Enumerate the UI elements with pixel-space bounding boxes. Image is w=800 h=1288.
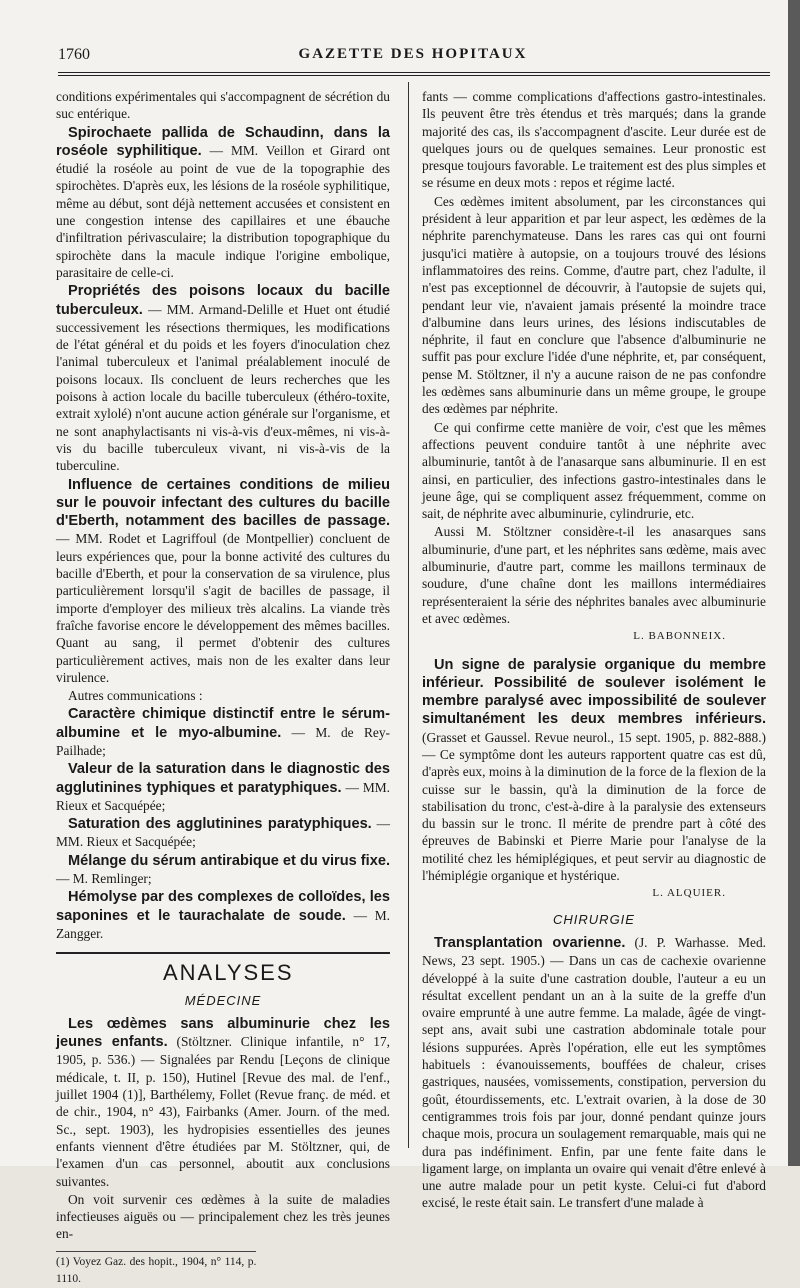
header-rule: [58, 72, 770, 73]
page-number: 1760: [58, 46, 90, 63]
paragraph: Autres communications :: [68, 688, 203, 704]
journal-title: GAZETTE DES HOPITAUX: [298, 46, 528, 62]
article-eberth: Influence de certaines conditions de milieu sur le pouvoir infectant des cultures du bacille d'Eberth, notamment des bacilles de passage. — MM. Rodet et Lagriffoul (de Montpellier) concluent de leurs expériences que, pour la bonne activité des cultures du bacille d'Eberth, et pour la conservation de sa virulence, plus particulièrement lorsqu'il s'agit de bacilles de passage, il importe d'employer des milieux très alcalins. La viande très fraîche favorise encore le développement des mêmes bacilles. Quant au sang, il permet d'obtenir des cultures particulièrement actives, mais non de les exalter dans leur virulence.: [56, 476, 390, 685]
communication: Saturation des agglutinines paratyphiques. — MM. Rieux et Sacquépée;: [56, 816, 390, 850]
signature-alquier: L. ALQUIER.: [652, 887, 726, 900]
header-rule-2: [58, 75, 770, 76]
article-transplantation: Transplantation ovarienne. (J. P. Warhasse. Med. News, 23 sept. 1905.) — Dans un cas de cachexie ovarienne développé à la suite d'une castration double, l'auteur a eu un résultat excellent pendant un an à la suite de la greffe d'un ovaire emprunté à une autre femme. La malade, âgée de vingt-sept ans, avait subi une castration abdominale totale pour lésions suppurées. Après l'opération, elle eut les symptômes habituels : évanouissements, bouffées de chaleur, crises gastriques, nausées, vomissements, constipation, perversion du goût, étourdissements, etc. L'extrait ovarien, à la dose de 30 centigrammes trois fois par jour, donné pendant quinze jours chaque mois, procura un soulagement remarquable, mais qui ne dura pas indéfiniment. Enfin, par une fente faite dans le ligament large, on implanta un ovaire qui venait d'être enlevé à une autre malade pour un petit kyste. Celui-ci fut d'abord excisé, le reste était sain. Le transfert d'une malade à: [422, 934, 766, 1211]
footnote: (1) Voyez Gaz. des hopit., 1904, n° 114, p. 1110.: [56, 1251, 256, 1288]
subsection-chirurgie: CHIRURGIE: [553, 911, 635, 927]
page-header: [58, 46, 768, 68]
article-poisons: Propriétés des poisons locaux du bacille tuberculeux. — MM. Armand-Delille et Huet ont étudié successivement les résections thermiques, les modifications de l'état général et du poids et les foyers d'inoculation chez l'animal tuberculeux et l'animal préalablement inoculé de poisons locaux. Ils concluent de leurs recherches que les poisons à action locale du bacille tuberculeux (éthéro-toxite, extrait xylolé) n'ont aucune action générale sur l'organisme, et ne sont anaphylactisants ni vis-à-vis d'eux-mêmes, ni vis-à-vis du bacille tuberculeux vivant, ni vis-à-vis de la tuberculine.: [56, 283, 390, 474]
article-paralysie: Un signe de paralysie organique du membre inférieur. Possibilité de soulever isolément le membre paralysé avec impossibilité de soulever simultanément les deux membres inférieurs. (Grasset et Gaussel. Revue neurol., 15 sept. 1905, p. 882-888.) — Ce symptôme dont les auteurs rapportent quatre cas est dû, d'après eux, moins à la diminution de la force de la flexion de la cuisse sur le bassin, qu'à la diminution de la force de stabilisation du tronc, c'est-à-dire à la paralysie des extenseurs du bassin sur le tronc. Il mérite de prendre part à côté des épreuves de Babinski et Pierre Marie pour l'analyse de la motilité chez les hémiplégiques, et peut servir au diagnostic de l'hémiplégie organique et hystérique.: [422, 656, 766, 884]
article-spirochaete: Spirochaete pallida de Schaudinn, dans la roséole syphilitique. — MM. Veillon et Girard ont étudié la roséole au point de vue de la topographie des spirochètes. D'après eux, les lésions de la roséole syphilitique, même au début, sont déjà nettement accusées et consistent en une congestion intense des capillaires et une ébauche d'infiltration périvasculaire; la distribution topographique du spirochète dans la macule indique l'origine embolique, parasitaire de celle-ci.: [56, 124, 390, 280]
communication: Mélange du sérum antirabique et du virus fixe. — M. Remlinger;: [56, 852, 390, 887]
subsection-medecine: MÉDECINE: [184, 992, 262, 1008]
article-oedemes: Les œdèmes sans albuminurie chez les jeunes enfants. (Stöltzner. Clinique infantile, n° 17, 1905, p. 536.) — Signalées par Rendu [Leçons de clinique médicale, t. II, p. 150), Hutinel [Revue des mal. de l'enf., juillet 1904 (1)], Barthélemy, Follet (Revue franç. de méd. et de chir., 1904, n° 43), Fairbanks (Amer. Journ. of the med. Sc., sept. 1903), les hydropisies essentielles des jeunes enfants viennent d'être étudiées par M. Stöltzner, qui, de l'examen d'un cas personnel, aboutit aux conclusions suivantes.: [56, 1015, 390, 1189]
analyses-rule: [56, 952, 390, 954]
column-divider: [408, 82, 409, 1148]
paragraph: conditions expérimentales qui s'accompagnent de sécrétion du suc entérique.: [56, 89, 390, 122]
paragraph: Ces œdèmes imitent absolument, par les circonstances qui président à leur apparition et par leur aspect, les œdèmes de la néphrite parenchymateuse. Dans les rares cas qui ont fourni jusqu'ici matière à autopsie, on a toujours trouvé des lésions inflammatoires des reins. Comme, d'autre part, chez l'adulte, il n'est pas exceptionnel de découvrir, à l'autopsie de sujets qui, pendant leur vie, n'avaient jamais présenté la moindre trace d'albumine dans leurs urines, des lésions indiscutables de néphrite, il faut en conclure que l'absence d'albuminurie ne suffit pas pour exclure l'idée d'une néphrite, et, par conséquent, pense M. Stöltzner, il n'y a aucune raison de ne pas confondre les œdèmes sans albuminurie dans un même groupe, le groupe des œdèmes par néphrite.: [422, 193, 766, 417]
page-edge: [788, 0, 800, 1166]
communication: Caractère chimique distinctif entre le sérum-albumine et le myo-albumine. — M. de Rey-Pailhade;: [56, 706, 390, 758]
communication: Valeur de la saturation dans le diagnostic des agglutinines typhiques et paratyphiques. — MM. Rieux et Sacquépée;: [56, 761, 390, 813]
right-column: [422, 88, 766, 1213]
paragraph: Aussi M. Stöltzner considère-t-il les anasarques sans albuminurie, d'une part, et les néphrites sans œdème, mais avec albuminurie, d'autre part, comme les maillons terminaux de soudure, d'une chaîne dont les maillons intermédiaires représenteraient la série des néphrites banales avec albuminurie et avec œdèmes.: [422, 524, 766, 626]
communication: Hémolyse par des complexes de colloïdes, les saponines et le taurachalate de soude. — M. Zangger.: [56, 889, 390, 941]
paragraph: On voit survenir ces œdèmes à la suite de maladies infectieuses aiguës ou — principalement chez les très jeunes en-: [56, 1191, 390, 1242]
signature-babonneix: L. BABONNEIX.: [633, 630, 726, 643]
paragraph: fants — comme complications d'affections gastro-intestinales. Ils peuvent être très étendus et très marqués; dans la grande majorité des cas, ils s'accompagnent d'ascite. Leur durée est de quelques jours ou de quelques semaines. Leur pronostic est presque toujours favorable. Le traitement est des plus simples et se résume en deux mots : repos et régime lacté.: [422, 89, 766, 191]
section-title-analyses: ANALYSES: [163, 960, 294, 986]
paragraph: Ce qui confirme cette manière de voir, c'est que les mêmes affections peuvent conduire tantôt à une néphrite avec albuminurie, tantôt à de l'anasarque sans albuminurie. Il en est ainsi, en particulier, des infections gastro-intestinales dans le jeune âge, qui se compliquent assez fréquemment, comme on sait, de néphrite avec albuminurie, cylindrurie, etc.: [422, 419, 766, 522]
left-column: [56, 88, 390, 1288]
